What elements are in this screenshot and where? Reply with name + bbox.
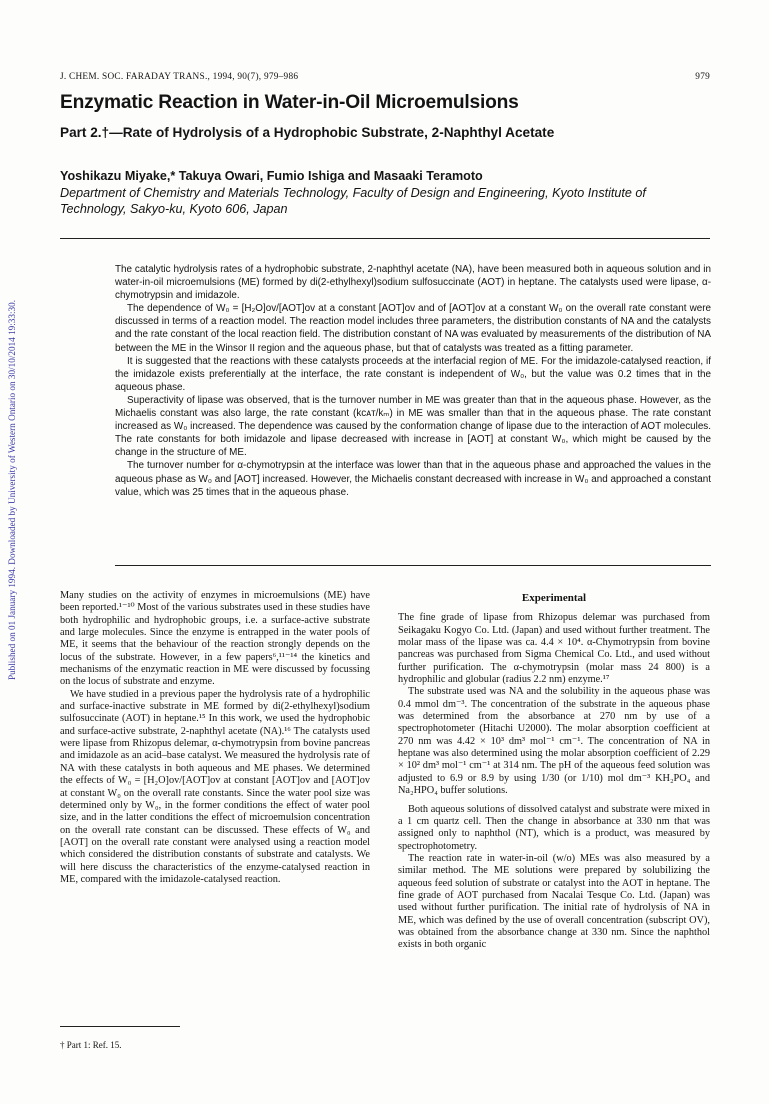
body-paragraph: Many studies on the activity of enzymes in microemulsions (ME) have been reported.¹⁻¹⁰ Most of the various substrates used in these studies have both hydrophilic and hydrophobic groups, i.e. a surface-active substrate and large molecules. Since the enzyme is entrapped in the water pools of ME, it seems that the behaviour of the reaction strongly depends on the locus of the substrate. However, in a few papers⁶,¹¹⁻¹⁴ the kinetics and mechanisms of the enzymatic reaction in ME were discussed by focussing on the locus of substrate and enzyme. (60, 590, 370, 688)
right-column (398, 590, 710, 952)
download-stamp (7, 210, 17, 770)
running-head (60, 72, 710, 82)
body-paragraph: Both aqueous solutions of dissolved catalyst and substrate were mixed in a 1 cm quartz cell. Then the change in absorbance at 330 nm that was assigned only to naphthol (NT), which is a product, was measured by spectrophotometry. (398, 803, 710, 852)
header-rule (60, 238, 710, 239)
section-heading-experimental: Experimental (521, 592, 587, 604)
body-paragraph: We have studied in a previous paper the hydrolysis rate of a hydrophilic and surface-inactive substrate in ME formed by di(2-ethylhexyl)sodium sulfosuccinate (AOT) in heptane.¹⁵ In this work, we used the hydrophobic and surface-active substrate, 2-naphthyl acetate (NA).¹⁶ The catalysts used were lipase from Rhizopus delemar, α-chymotrypsin from bovine pancreas and imidazole as an acid–base catalyst. We measured the hydrolysis rate of NA with these catalysts in both aqueous and ME phases. We determined the effects of W₀ = [H₂O]ᴏᴠ/[AOT]ᴏᴠ at constant [AOT]ᴏᴠ and [AOT]ᴏᴠ at constant W₀ on the overall rate constants. Since the water pool size was determined only by W₀, in the former conditions the effect of water pool size, and in the latter conditions the effect of microemulsion concentration on the overall rate constant can be discussed. These effects of W₀ and [AOT] on the overall rate constant were analysed using a reaction model which considered the distribution constants of substrate and catalysts. We will here discuss the characteristics of the enzyme-catalysed reaction in ME, compared with the imidazole-catalysed reaction. (60, 688, 370, 885)
body-paragraph: The reaction rate in water-in-oil (w/o) MEs was also measured by a similar method. The ME solutions were prepared by solubilizing the aqueous feed solution of substrate or catalyst into the AOT in heptane. The fine grade of AOT purchased from Nacalai Tesque Co. Ltd. (Japan) was used without further purification. The initial rate of hydrolysis of NA in ME, which was defined by the use of overall concentration (subscript OV), was obtained from the absorbance change at 330 nm. Since the naphthol exists in both organic (398, 852, 710, 951)
article-title: Enzymatic Reaction in Water-in-Oil Microemulsions (60, 92, 519, 113)
page-number: 979 (695, 72, 710, 82)
abstract-rule (115, 565, 711, 566)
abstract-paragraph: The turnover number for α-chymotrypsin at the interface was lower than that in the aqueous phase and approached the values in the aqueous phase as W₀ and [AOT] increased. However, the Michaelis constant decreased with increase in W₀ and approached a constant value, which was 25 times that in the aqueous phase. (115, 460, 711, 498)
download-stamp-text: Published on 01 January 1994. Downloaded by University of Western Ontario on 30/10/2014 19:33:30. (7, 299, 17, 681)
body-paragraph: The fine grade of lipase from Rhizopus delemar was purchased from Seikagaku Kogyo Co. Ltd. (Japan) and used without further treatment. The molar mass of the lipase was ca. 4.4 × 10⁴. α-Chymotrypsin from bovine pancreas was purchased from Sigma Chemical Co. Ltd., and used without further purification. The α-chymotrypsin (molar mass 24 800) is a hydrophilic and globular (radius 2.2 nm) enzyme.¹⁷ (398, 612, 710, 686)
author-list: Yoshikazu Miyake,* Takuya Owari, Fumio Ishiga and Masaaki Teramoto (60, 169, 483, 183)
footnote-rule (60, 1026, 180, 1027)
affiliation: Department of Chemistry and Materials Technology, Faculty of Design and Engineering, Kyoto Institute of Technology, Sakyo-ku, Kyoto 606, Japan (60, 186, 646, 216)
footnote: † Part 1: Ref. 15. (60, 1040, 122, 1050)
abstract-paragraph: The catalytic hydrolysis rates of a hydrophobic substrate, 2-naphthyl acetate (NA), have been measured both in aqueous solution and in water-in-oil microemulsions (ME) formed by di(2-ethylhexyl)sodium sulfosuccinate (AOT) in heptane. The catalysts used were lipase, α-chymotrypsin and imidazole. (115, 264, 711, 302)
abstract (115, 263, 711, 499)
abstract-paragraph: It is suggested that the reactions with these catalysts proceeds at the interfacial region of ME. For the imidazole-catalysed reaction, if the imidazole exists preferentially at the interface, the rate constant is independent of W₀, but the value was 0.2 times that in the aqueous phase. (115, 355, 711, 393)
left-column (60, 590, 370, 886)
abstract-paragraph: The dependence of W₀ = [H₂O]ᴏᴠ/[AOT]ᴏᴠ at a constant [AOT]ᴏᴠ and of [AOT]ᴏᴠ at a constant W₀ on the overall rate constant were discussed in terms of a reaction model. The reaction model includes three parameters, the distribution constants of NA and the catalysts and the rate constant of the local reaction field. The distribution constant of NA was evaluated by measurements of the distribution of NA between the ME in the Winsor II region and the aqueous phase, but that of catalysts was treated as a fitting parameter. (115, 303, 711, 354)
abstract-paragraph: Superactivity of lipase was observed, that is the turnover number in ME was greater than that in the aqueous phase. However, as the Michaelis constant was also large, the rate constant (kᴄᴀᴛ/kₘ) in ME was smaller than that in the aqueous phase. The rate constant increased as W₀ increased. The dependence was caused by the conformation change of lipase due to the interaction of AOT molecules. The rate constants for both imidazole and lipase decreased with increase in [AOT] at constant W₀, which might be caused by the change in the structure of ME. (115, 394, 711, 459)
article-subtitle: Part 2.†—Rate of Hydrolysis of a Hydrophobic Substrate, 2-Naphthyl Acetate (60, 125, 555, 140)
body-paragraph: The substrate used was NA and the solubility in the aqueous phase was 0.4 mmol dm⁻³. The concentration of the substrate in the aqueous phase was determined from the absorbance at 270 nm by use of a spectrophotometer (Hitachi U2000). The molar absorption coefficient at 270 nm was 4.42 × 10³ dm³ mol⁻¹ cm⁻¹. The concentration of NA in heptane was also determined using the molar absorption coefficient of 2.29 × 10² dm³ mol⁻¹ cm⁻¹ at 314 nm. The pH of the aqueous feed solution was adjusted to 6.9 or 8.9 by using 1/30 (or 1/10) mol dm⁻³ KH₂PO₄ and Na₂HPO₄ buffer solutions. (398, 686, 710, 797)
journal-citation: J. CHEM. SOC. FARADAY TRANS., 1994, 90(7), 979–986 (60, 72, 299, 82)
